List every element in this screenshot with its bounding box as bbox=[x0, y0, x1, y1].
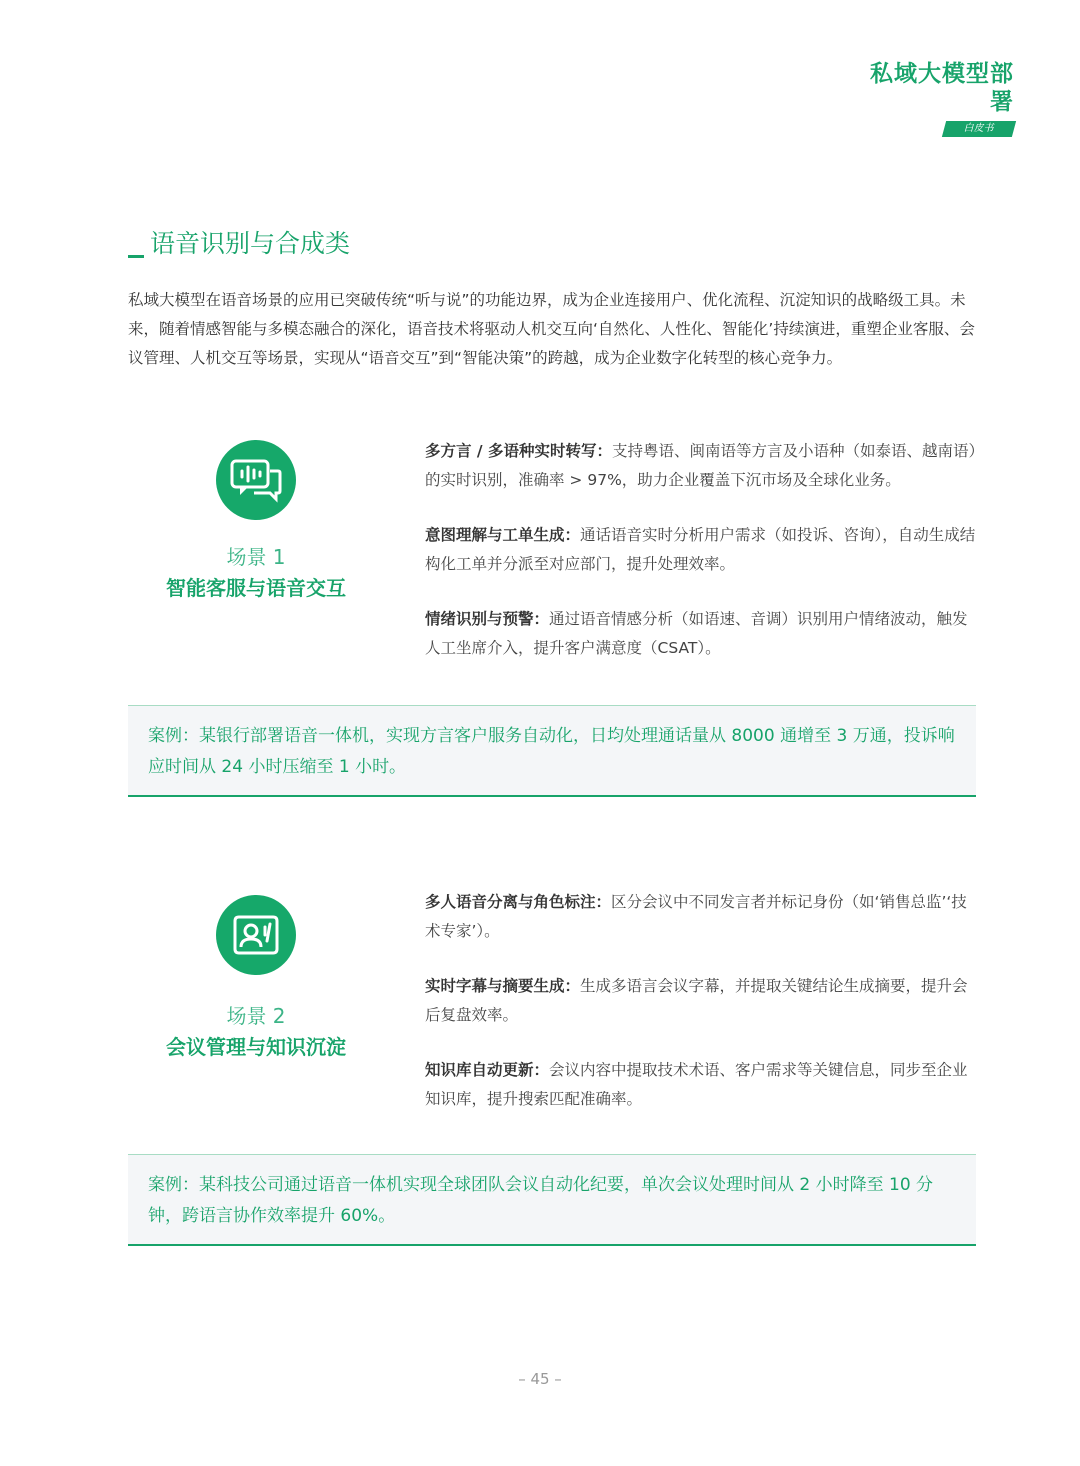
feature-item bbox=[425, 1056, 980, 1114]
case-box-2: 案例：某科技公司通过语音一体机实现全球团队会议自动化纪要，单次会议处理时间从 2 小时降至 10 分钟，跨语言协作效率提升 60%。 bbox=[128, 1154, 976, 1246]
feature-text: 通话语音实时分析用户需求（如投诉、咨询），自动生成结构化工单并分派至对应部门，提升处理效率。 bbox=[425, 526, 976, 573]
meeting-speaker-icon bbox=[216, 895, 296, 975]
brand-subtitle: 白皮书 bbox=[942, 121, 1016, 137]
page-number: – 45 – bbox=[518, 1370, 562, 1388]
section-bar bbox=[128, 255, 144, 258]
case-box-1: 案例：某银行部署语音一体机，实现方言客户服务自动化，日均处理通话量从 8000 通增至 3 万通，投诉响应时间从 24 小时压缩至 1 小时。 bbox=[128, 705, 976, 797]
feature-item bbox=[425, 888, 980, 946]
scene-2-name: 会议管理与知识沉淀 bbox=[166, 1035, 346, 1059]
scene-2-label: 场景 2 bbox=[226, 1004, 286, 1028]
brand-title: 私域大模型部署 bbox=[870, 61, 1014, 115]
feature-item bbox=[425, 521, 980, 579]
feature-title: 意图理解与工单生成： bbox=[425, 526, 581, 544]
feature-title: 情绪识别与预警： bbox=[425, 610, 550, 628]
feature-text: 会议内容中提取技术术语、客户需求等关键信息，同步至企业知识库，提升搜索匹配准确率。 bbox=[425, 1061, 968, 1108]
feature-title: 多方言 / 多语种实时转写： bbox=[425, 442, 612, 460]
voice-chat-icon bbox=[216, 440, 296, 520]
feature-title: 多人语音分离与角色标注： bbox=[425, 893, 612, 911]
scene-1-label: 场景 1 bbox=[226, 545, 286, 569]
brand-logo bbox=[854, 60, 1014, 137]
feature-item bbox=[425, 437, 980, 495]
scene-1-features bbox=[425, 437, 980, 689]
feature-item bbox=[425, 605, 980, 663]
section-title: 语音识别与合成类 bbox=[150, 229, 351, 258]
feature-title: 实时字幕与摘要生成： bbox=[425, 977, 581, 995]
intro-paragraph: 私域大模型在语音场景的应用已突破传统“听与说”的功能边界，成为企业连接用户、优化流程、沉淀知识的战略级工具。未来，随着情感智能与多模态融合的深化，语音技术将驱动人机交互向‘自然化、人性化、智能化’持续演进，重塑企业客服、会议管理、人机交互等场景，实现从“语音交互”到“智能决策”的跨越，成为企业数字化转型的核心竞争力。 bbox=[128, 291, 975, 367]
feature-text: 生成多语言会议字幕，并提取关键结论生成摘要，提升会后复盘效率。 bbox=[425, 977, 968, 1024]
scene-1-name: 智能客服与语音交互 bbox=[166, 576, 346, 600]
feature-text: 区分会议中不同发言者并标记身份（如‘销售总监’‘技术专家’）。 bbox=[425, 893, 967, 940]
section-heading bbox=[128, 228, 350, 260]
scene-2-features bbox=[425, 888, 980, 1140]
feature-text: 通过语音情感分析（如语速、音调）识别用户情绪波动，触发人工坐席介入，提升客户满意度（CSAT）。 bbox=[425, 610, 968, 657]
feature-title: 知识库自动更新： bbox=[425, 1061, 550, 1079]
feature-item bbox=[425, 972, 980, 1030]
feature-text: 支持粤语、闽南语等方言及小语种（如泰语、越南语）的实时识别，准确率 > 97%，助力企业覆盖下沉市场及全球化业务。 bbox=[425, 442, 977, 489]
